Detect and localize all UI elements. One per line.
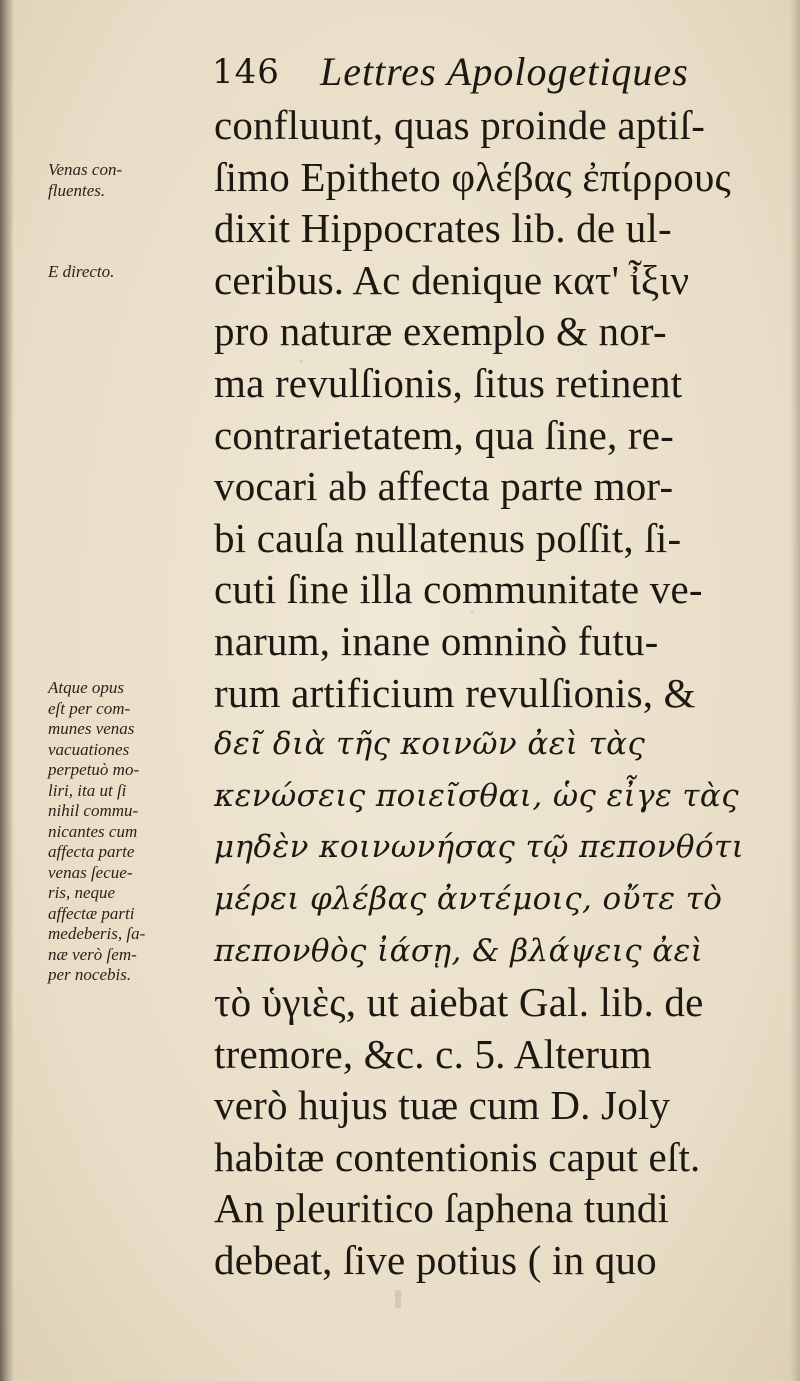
margin-note-directo xyxy=(48,262,210,283)
body-text xyxy=(214,100,784,1287)
margin-note-line: nihil commu- xyxy=(48,801,139,820)
margin-note-line: per nocebis. xyxy=(48,965,132,984)
text-line: ma revulſionis, ſitus retinent xyxy=(214,359,683,406)
text-line: An pleuritico ſaphena tundi xyxy=(214,1185,670,1232)
text-line: pro naturæ exemplo & nor- xyxy=(214,308,667,355)
text-line: rum artificium revulſionis, & xyxy=(214,669,696,716)
margin-note-line: munes venas xyxy=(48,719,135,738)
text-line: narum, inane omninò futu- xyxy=(214,617,659,664)
margin-note-line: vacuationes xyxy=(48,739,130,759)
margin-note-line: Atque opus xyxy=(48,678,125,697)
text-line: ceribus. Ac denique κατ' ἶξιν xyxy=(214,256,690,303)
text-line: tremore, &c. c. 5. Alterum xyxy=(214,1030,652,1077)
running-title: Lettres Apologetiques xyxy=(320,49,689,94)
binding-shadow xyxy=(0,0,14,1381)
margin-note-line: E directo. xyxy=(48,262,115,281)
margin-note-line: næ verò ſem- xyxy=(48,944,137,964)
text-line: vocari ab affecta parte mor- xyxy=(214,463,674,510)
margin-note-line: perpetuò mo- xyxy=(48,760,140,779)
margin-note-line: ris, neque xyxy=(48,883,116,902)
text-line: debeat, ſive potius ( in quo xyxy=(214,1237,657,1284)
greek-line: πεπονθὸς ἰάσῃ, & βλάψεις ἀεὶ xyxy=(214,932,704,969)
margin-note-line: eſt per com- xyxy=(48,698,131,718)
paper-speck xyxy=(395,1290,401,1308)
text-line: confluunt, quas proinde aptiſ- xyxy=(214,102,706,148)
running-head xyxy=(212,48,772,98)
text-line: ſimo Epitheto φλέβας ἐπίρρους xyxy=(214,153,731,200)
greek-line: μηδὲν κοινωνήσας τῷ πεπονθότι xyxy=(214,829,745,866)
text-line: contrarietatem, qua ſine, re- xyxy=(214,411,674,458)
text-line: cuti ſine illa communitate ve- xyxy=(214,566,703,613)
margin-note-venas xyxy=(48,160,210,201)
margin-note-line: fluentes. xyxy=(48,180,106,200)
greek-line: μέρει φλέβας ἀντέμοις, οὔτε τὸ xyxy=(214,880,723,917)
text-line: habitæ contentionis caput eſt. xyxy=(214,1133,701,1180)
text-line: verò hujus tuæ cum D. Joly xyxy=(214,1082,671,1129)
greek-line: δεῖ διὰ τῆς κοινῶν ἀεὶ τὰς xyxy=(214,726,646,763)
margin-note-line: nicantes cum xyxy=(48,821,138,841)
page-edge-shadow xyxy=(790,0,800,1381)
margin-note-line: affecta parte xyxy=(48,842,135,861)
margin-note-line: venas ſecue- xyxy=(48,862,133,882)
text-line: dixit Hippocrates lib. de ul- xyxy=(214,205,672,252)
margin-note-line: affectæ parti xyxy=(48,903,135,923)
margin-note-line: medeberis, ſa- xyxy=(48,924,146,943)
greek-line: κενώσεις ποιεῖσθαι, ὡς εἶγε τὰς xyxy=(214,777,740,814)
text-line: τὸ ὑγιὲς, ut aiebat Gal. lib. de xyxy=(214,979,704,1026)
text-line: bi cauſa nullatenus poſſit, ſi- xyxy=(214,514,682,561)
margin-note-atque xyxy=(48,678,210,986)
margin-note-line: Venas con- xyxy=(48,160,123,179)
margin-note-line: liri, ita ut ſi xyxy=(48,780,127,800)
page-number: 146 xyxy=(212,52,280,92)
